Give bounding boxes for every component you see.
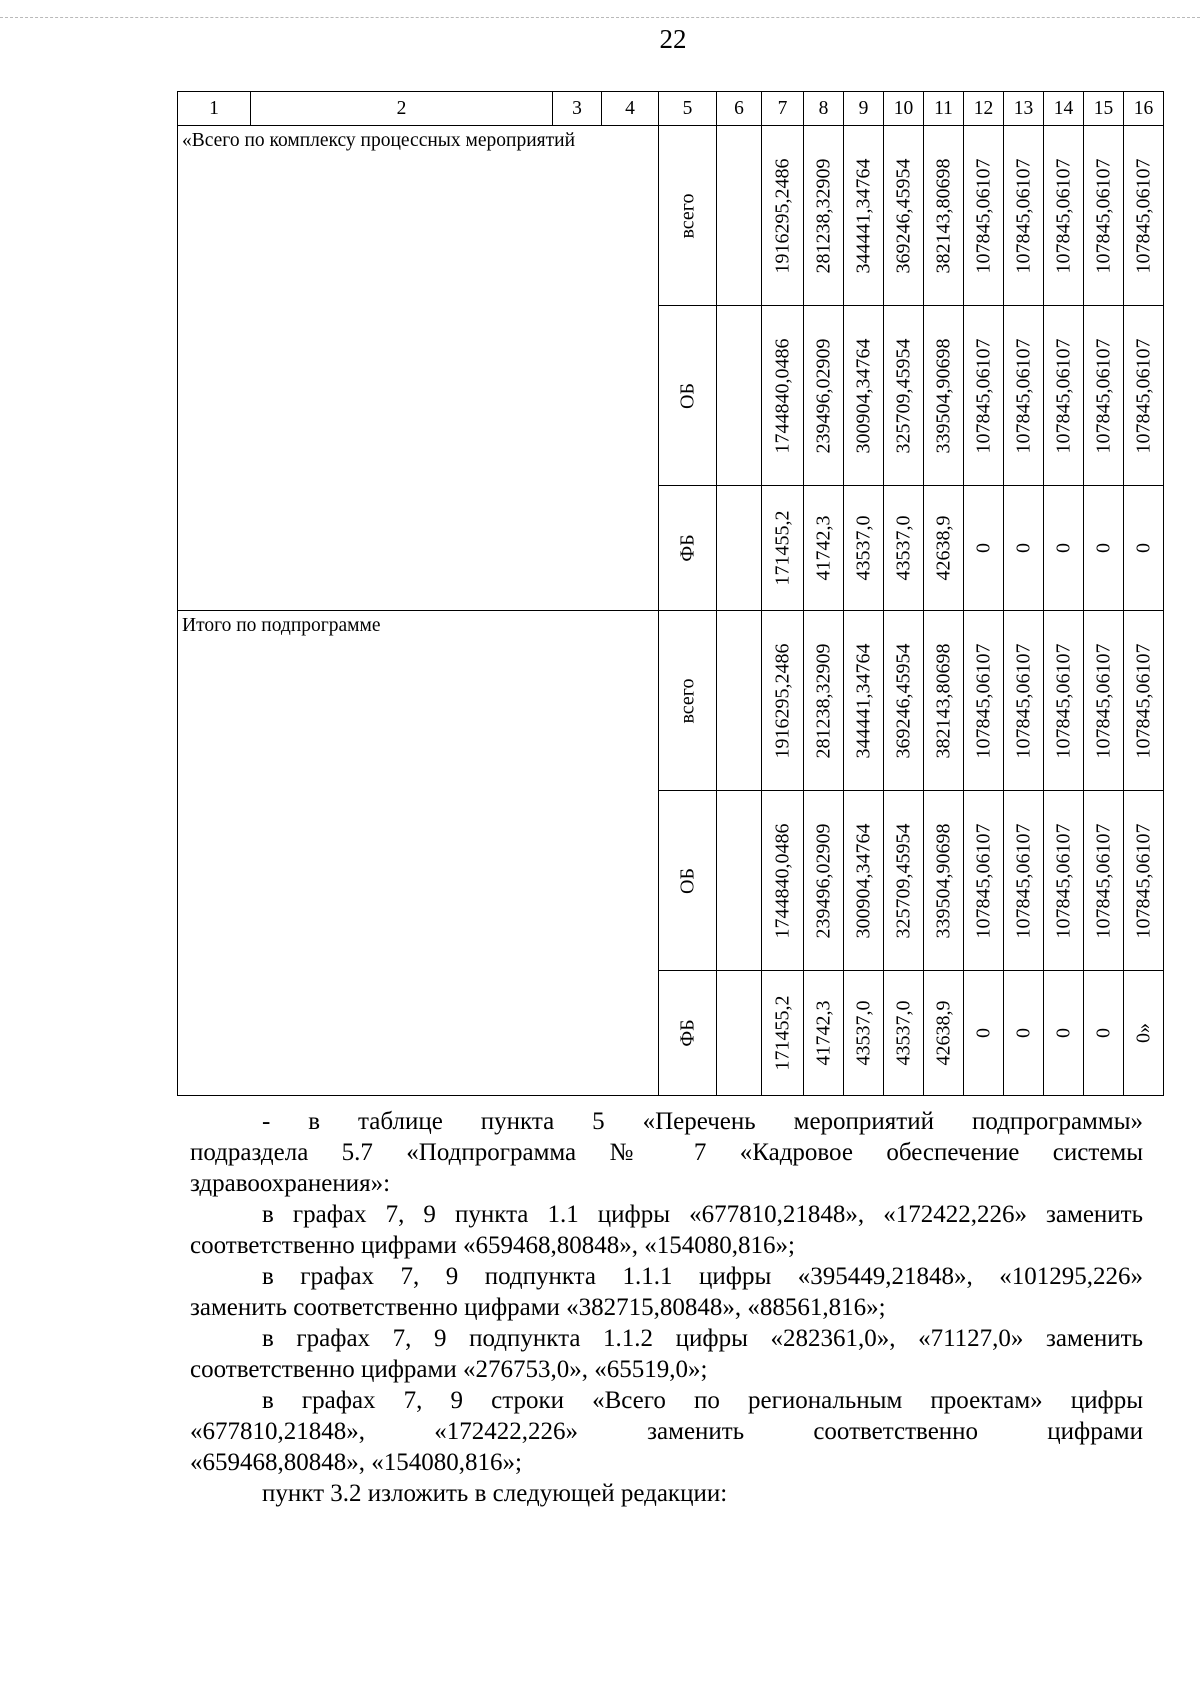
body-text xyxy=(190,1106,1143,1509)
value-cell xyxy=(1084,971,1124,1096)
value-cell xyxy=(762,791,804,971)
header-cell: 6 xyxy=(717,92,762,126)
value-text: 1744840,0486 xyxy=(771,823,793,938)
value-cell xyxy=(1124,971,1164,1096)
value-cell xyxy=(964,486,1004,611)
value-cell xyxy=(924,791,964,971)
empty-cell xyxy=(717,611,762,791)
value-text: 325709,45954 xyxy=(892,338,914,453)
paragraph-line: заменить соответственно цифрами «382715,80848», «88561,816»; xyxy=(190,1294,886,1321)
value-text: 0 xyxy=(1012,543,1034,553)
value-cell xyxy=(924,971,964,1096)
value-cell xyxy=(1124,791,1164,971)
value-cell xyxy=(964,791,1004,971)
value-text: 107845,06107 xyxy=(1052,338,1074,453)
value-text: 1744840,0486 xyxy=(771,338,793,453)
value-text: 107845,06107 xyxy=(1092,823,1114,938)
value-text: 107845,06107 xyxy=(1052,823,1074,938)
value-text: 107845,06107 xyxy=(1052,643,1074,758)
header-cell: 3 xyxy=(553,92,602,126)
value-text: 1916295,2486 xyxy=(771,643,793,758)
value-cell xyxy=(884,126,924,306)
value-text: 382143,80698 xyxy=(932,643,954,758)
funding-type-cell xyxy=(659,306,717,486)
value-text: 0» xyxy=(1132,1023,1154,1043)
value-cell xyxy=(762,486,804,611)
paragraph-line: соответственно цифрами «659468,80848», «154080,816»; xyxy=(190,1232,795,1259)
value-text: 300904,34764 xyxy=(852,823,874,938)
value-cell xyxy=(1084,126,1124,306)
header-cell: 4 xyxy=(602,92,659,126)
value-cell xyxy=(1124,126,1164,306)
header-cell: 8 xyxy=(804,92,844,126)
table-body xyxy=(178,92,1164,1096)
header-cell: 11 xyxy=(924,92,964,126)
value-cell xyxy=(884,306,924,486)
value-text: 107845,06107 xyxy=(972,823,994,938)
value-text: 107845,06107 xyxy=(1012,338,1034,453)
value-text: 41742,3 xyxy=(812,1000,834,1066)
header-cell: 14 xyxy=(1044,92,1084,126)
value-cell xyxy=(964,126,1004,306)
value-text: 0 xyxy=(1092,543,1114,553)
empty-cell xyxy=(717,486,762,611)
value-cell xyxy=(1084,486,1124,611)
value-text: 171455,2 xyxy=(771,510,793,586)
funding-type-label: ФБ xyxy=(676,534,698,562)
funding-type-cell xyxy=(659,611,717,791)
value-text: 0 xyxy=(1052,1028,1074,1038)
value-text: 339504,90698 xyxy=(932,823,954,938)
value-cell xyxy=(762,126,804,306)
empty-cell xyxy=(717,791,762,971)
paragraph-line: здравоохранения»: xyxy=(190,1170,391,1197)
empty-cell xyxy=(717,971,762,1096)
value-cell xyxy=(1084,791,1124,971)
value-cell xyxy=(1004,791,1044,971)
funding-type-label: ОБ xyxy=(676,382,698,409)
value-text: 42638,9 xyxy=(932,1000,954,1066)
value-cell xyxy=(884,971,924,1096)
value-cell xyxy=(1004,126,1044,306)
header-cell: 10 xyxy=(884,92,924,126)
paragraph-line: «677810,21848», «172422,226» заменить соответственно цифрами xyxy=(190,1418,1143,1445)
value-text: 0 xyxy=(1012,1028,1034,1038)
value-cell xyxy=(844,126,884,306)
value-text: 107845,06107 xyxy=(1132,643,1154,758)
value-cell xyxy=(884,486,924,611)
funding-type-label: всего xyxy=(676,677,698,724)
value-text: 107845,06107 xyxy=(972,338,994,453)
paragraph-line: соответственно цифрами «276753,0», «65519,0»; xyxy=(190,1356,708,1383)
value-text: 107845,06107 xyxy=(1132,823,1154,938)
value-cell xyxy=(924,486,964,611)
value-text: 43537,0 xyxy=(892,1000,914,1066)
funding-type-label: всего xyxy=(676,192,698,239)
value-cell xyxy=(884,791,924,971)
value-text: 107845,06107 xyxy=(1012,823,1034,938)
value-cell xyxy=(1124,306,1164,486)
header-cell: 2 xyxy=(251,92,553,126)
header-cell: 9 xyxy=(844,92,884,126)
value-cell xyxy=(1044,126,1084,306)
value-text: 382143,80698 xyxy=(932,158,954,273)
value-text: 107845,06107 xyxy=(1012,643,1034,758)
table-header-row xyxy=(178,92,1164,126)
value-text: 1916295,2486 xyxy=(771,158,793,273)
value-cell xyxy=(804,486,844,611)
value-cell xyxy=(1084,306,1124,486)
paragraph-line: в графах 7, 9 подпункта 1.1.2 цифры «282361,0», «71127,0» заменить xyxy=(262,1325,1143,1352)
value-cell xyxy=(844,486,884,611)
value-text: 107845,06107 xyxy=(1092,338,1114,453)
value-text: 344441,34764 xyxy=(852,643,874,758)
value-text: 107845,06107 xyxy=(1132,338,1154,453)
value-text: 369246,45954 xyxy=(892,158,914,273)
value-cell xyxy=(924,611,964,791)
value-text: 281238,32909 xyxy=(812,643,834,758)
value-text: 107845,06107 xyxy=(1012,158,1034,273)
empty-cell xyxy=(717,126,762,306)
header-cell: 1 xyxy=(178,92,251,126)
header-cell: 5 xyxy=(659,92,717,126)
value-text: 171455,2 xyxy=(771,995,793,1071)
funding-type-cell xyxy=(659,486,717,611)
paragraph-line: - в таблице пункта 5 «Перечень мероприятий подпрограммы» xyxy=(262,1108,1143,1135)
header-cell: 13 xyxy=(1004,92,1044,126)
page-number: 22 xyxy=(659,24,687,54)
value-cell xyxy=(804,971,844,1096)
value-cell xyxy=(1044,611,1084,791)
value-text: 281238,32909 xyxy=(812,158,834,273)
value-cell xyxy=(1044,971,1084,1096)
value-cell xyxy=(762,971,804,1096)
value-text: 339504,90698 xyxy=(932,338,954,453)
paragraph-line: в графах 7, 9 пункта 1.1 цифры «677810,21848», «172422,226» заменить xyxy=(262,1201,1143,1228)
header-cell: 16 xyxy=(1124,92,1164,126)
paragraph-line: в графах 7, 9 строки «Всего по региональным проектам» цифры xyxy=(262,1387,1143,1414)
value-cell xyxy=(964,611,1004,791)
value-cell xyxy=(1124,486,1164,611)
paragraph-line: в графах 7, 9 подпункта 1.1.1 цифры «395449,21848», «101295,226» xyxy=(262,1263,1143,1290)
value-cell xyxy=(1044,791,1084,971)
value-text: 0 xyxy=(972,543,994,553)
budget-table xyxy=(177,91,1164,1096)
value-cell xyxy=(804,126,844,306)
value-text: 107845,06107 xyxy=(1092,643,1114,758)
table-row xyxy=(178,126,1164,306)
paragraph-line: «659468,80848», «154080,816»; xyxy=(190,1449,522,1476)
value-cell xyxy=(844,791,884,971)
value-text: 0 xyxy=(1052,543,1074,553)
value-text: 239496,02909 xyxy=(812,823,834,938)
empty-cell xyxy=(717,306,762,486)
value-cell xyxy=(964,971,1004,1096)
value-text: 43537,0 xyxy=(852,515,874,581)
funding-type-label: ОБ xyxy=(676,867,698,894)
value-text: 239496,02909 xyxy=(812,338,834,453)
header-cell: 15 xyxy=(1084,92,1124,126)
value-text: 0 xyxy=(1132,543,1154,553)
value-cell xyxy=(844,306,884,486)
funding-type-label: ФБ xyxy=(676,1019,698,1047)
funding-type-cell xyxy=(659,971,717,1096)
value-text: 369246,45954 xyxy=(892,643,914,758)
value-cell xyxy=(804,791,844,971)
value-text: 107845,06107 xyxy=(1132,158,1154,273)
value-text: 0 xyxy=(972,1028,994,1038)
value-cell xyxy=(1004,486,1044,611)
value-cell xyxy=(884,611,924,791)
value-text: 325709,45954 xyxy=(892,823,914,938)
paragraph-line: подраздела 5.7 «Подпрограмма № 7 «Кадровое обеспечение системы xyxy=(190,1139,1143,1166)
value-text: 300904,34764 xyxy=(852,338,874,453)
header-cell: 12 xyxy=(964,92,1004,126)
funding-type-cell xyxy=(659,791,717,971)
value-cell xyxy=(964,306,1004,486)
value-cell xyxy=(844,611,884,791)
table-row xyxy=(178,611,1164,791)
value-cell xyxy=(1124,611,1164,791)
value-cell xyxy=(924,306,964,486)
value-cell xyxy=(1004,306,1044,486)
section-label: Итого по подпрограмме xyxy=(178,611,659,1096)
paragraph-line: пункт 3.2 изложить в следующей редакции: xyxy=(262,1480,728,1507)
value-cell xyxy=(1044,306,1084,486)
funding-type-cell xyxy=(659,126,717,306)
value-cell xyxy=(1004,611,1044,791)
value-text: 42638,9 xyxy=(932,515,954,581)
section-label: «Всего по комплексу процессных мероприятий xyxy=(178,126,659,611)
value-text: 41742,3 xyxy=(812,515,834,581)
scan-edge-line xyxy=(0,17,1200,18)
value-text: 43537,0 xyxy=(892,515,914,581)
value-text: 107845,06107 xyxy=(1092,158,1114,273)
value-cell xyxy=(844,971,884,1096)
value-text: 107845,06107 xyxy=(972,643,994,758)
value-cell xyxy=(1084,611,1124,791)
value-text: 43537,0 xyxy=(852,1000,874,1066)
value-text: 0 xyxy=(1092,1028,1114,1038)
value-cell xyxy=(924,126,964,306)
value-cell xyxy=(762,306,804,486)
value-cell xyxy=(804,306,844,486)
value-cell xyxy=(762,611,804,791)
value-text: 344441,34764 xyxy=(852,158,874,273)
value-cell xyxy=(1004,971,1044,1096)
value-cell xyxy=(804,611,844,791)
value-text: 107845,06107 xyxy=(1052,158,1074,273)
value-cell xyxy=(1044,486,1084,611)
value-text: 107845,06107 xyxy=(972,158,994,273)
header-cell: 7 xyxy=(762,92,804,126)
